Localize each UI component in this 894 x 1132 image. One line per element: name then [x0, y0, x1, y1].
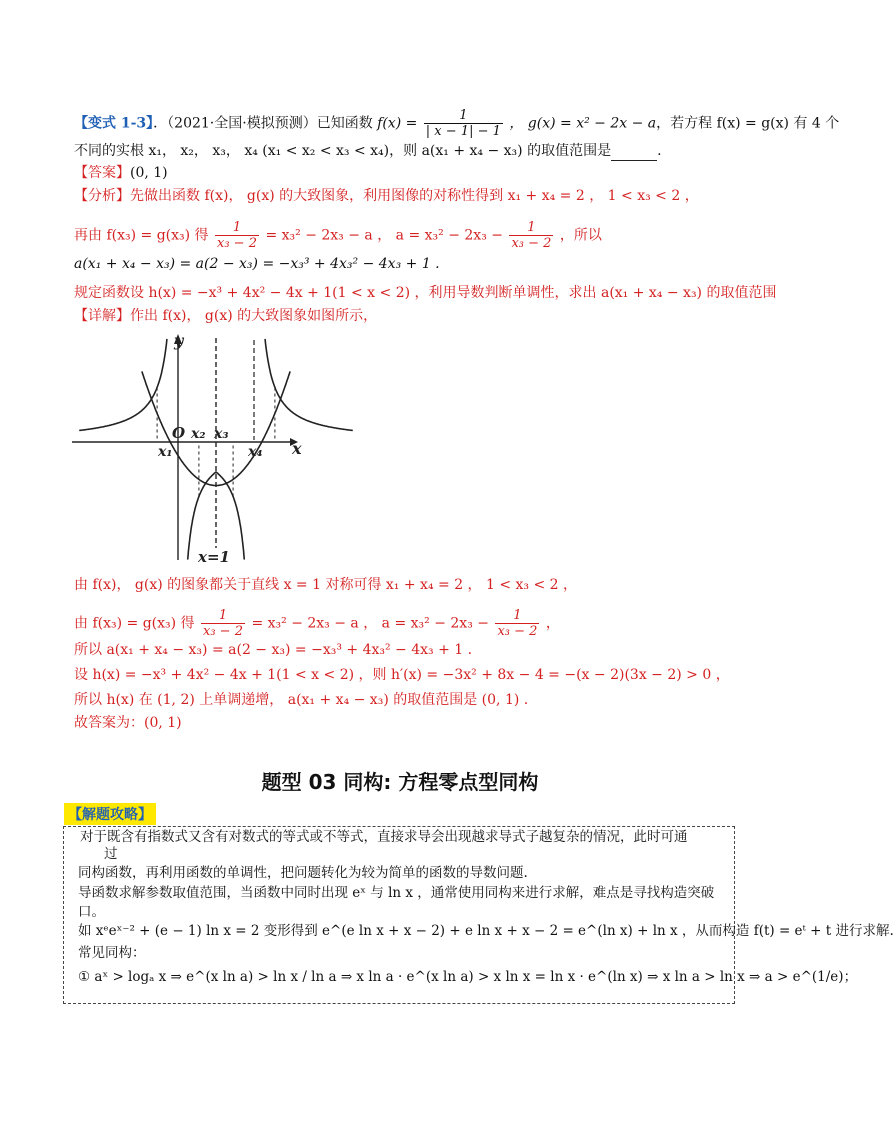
answer-line [74, 163, 168, 183]
detail-step-1 [74, 575, 577, 595]
box-line-2: 同构函数，再利用函数的单调性，把问题转化为较为简单的函数的导数问题. [78, 865, 528, 881]
graph-label-origin: O [172, 424, 186, 442]
g-definition: ， g(x) = x² − 2x − a [509, 115, 657, 132]
analysis-line-4 [74, 283, 776, 303]
detail-step-2c: ， [545, 615, 560, 632]
detail-step-4 [74, 665, 730, 685]
section-title: 题型 03 同构: 方程零点型同构 [261, 770, 539, 794]
f-definition: f(x) = [377, 115, 418, 132]
analysis-line-3 [74, 254, 440, 274]
graph-label-x4: x₄ [248, 444, 263, 460]
problem-line-2 [74, 141, 662, 161]
analysis-line-1 [74, 186, 699, 206]
detail-step-2 [74, 608, 560, 639]
f-fraction-num: 1 [424, 108, 503, 124]
analysis-text-1: 先做出函数 f(x)， g(x) 的大致图象，利用图像的对称性得到 x₁ + x₄ = 2 ， 1 < x₃ < 2 ， [130, 188, 699, 204]
box-line-1b: 过 [104, 846, 118, 862]
problem-roots-text: 不同的实根 x₁， x₂， x₃， x₄ (x₁ < x₂ < x₃ < x₄)，则 a(x₁ + x₄ − x₃) 的取值范围是 [74, 143, 612, 159]
analysis-text-4: 规定函数设 h(x) = −x³ + 4x² − 4x + 1(1 < x < 2) ，利用导数判断单调性，求出 a(x₁ + x₄ − x₃) 的取值范围 [74, 285, 777, 301]
detail-step-1-text: 由 f(x)， g(x) 的图象都关于直线 x = 1 对称可得 x₁ + x₄ = 2 ， 1 < x₃ < 2 ， [74, 577, 578, 593]
f-branch-right [265, 339, 353, 431]
graph-label-axis: x=1 [198, 548, 230, 566]
analysis-frac2-num: 1 [509, 220, 553, 236]
box-line-5: 如 xᵉeˣ⁻² + (e − 1) ln x = 2 变形得到 e^(e ln x + x − 2) + e ln x + x − 2 = e^(ln x) + ln x ，从而构造 f(t) = eᵗ + t 进行求解. [78, 923, 894, 939]
f-fraction [424, 108, 503, 139]
detail-frac2-den: x₃ − 2 [497, 624, 538, 639]
analysis-label: 【分析】 [74, 188, 130, 204]
detail-step-3-text: 所以 a(x₁ + x₄ − x₃) = a(2 − x₃) = −x₃³ + 4x₃² − 4x₃ + 1 . [74, 642, 473, 658]
answer-blank [611, 146, 657, 161]
problem-condition: ，若方程 f(x) = g(x) 有 4 个 [656, 115, 840, 132]
f-fraction-den: | x − 1| − 1 [425, 124, 501, 139]
detail-fraction-1 [201, 608, 245, 639]
detail-frac1-den: x₃ − 2 [203, 624, 243, 639]
graph-label-x2: x₂ [191, 426, 206, 442]
analysis-frac1-num: 1 [215, 220, 259, 236]
analysis-frac2-den: x₃ − 2 [511, 236, 552, 251]
graph-label-x1: x₁ [158, 444, 173, 460]
detail-label: 【详解】 [74, 308, 130, 324]
answer-value: (0, 1) [130, 165, 168, 181]
detail-step-6-text: 故答案为：(0, 1) [74, 715, 182, 731]
detail-step-3 [74, 640, 472, 660]
problem-source: ．（2021·全国·模拟预测）已知函数 [153, 115, 373, 132]
strategy-tag: 【解题攻略】 [64, 803, 156, 825]
detail-text-1: 作出 f(x)， g(x) 的大致图象如图所示， [130, 308, 378, 324]
detail-frac1-num: 1 [201, 608, 245, 624]
detail-step-5 [74, 690, 528, 710]
function-graph [70, 330, 310, 570]
analysis-fraction-1 [215, 220, 259, 251]
graph-label-y: y [174, 331, 184, 350]
detail-fraction-2 [495, 608, 539, 639]
problem-end: . [657, 143, 662, 159]
box-line-4: 口。 [78, 904, 105, 920]
analysis-text-2a: 再由 f(x₃) = g(x₃) 得 [74, 227, 209, 244]
detail-step-2b: = x₃² − 2x₃ − a ， a = x₃² − 2x₃ − [251, 615, 489, 632]
analysis-fraction-2 [509, 220, 553, 251]
answer-label: 【答案】 [74, 165, 130, 181]
graph-label-x3: x₃ [214, 426, 229, 442]
f-branch-left [79, 339, 167, 431]
box-line-6: 常见同构： [78, 945, 146, 961]
detail-step-2a: 由 f(x₃) = g(x₃) 得 [74, 615, 195, 632]
graph-label-x: x [292, 439, 302, 458]
detail-step-4-text: 设 h(x) = −x³ + 4x² − 4x + 1(1 < x < 2) ，则 h′(x) = −3x² + 8x − 4 = −(x − 2)(3x − 2) > 0 ， [74, 667, 730, 683]
box-line-3: 导函数求解参数取值范围，当函数中同时出现 eˣ 与 ln x ，通常使用同构来进行求解，难点是寻找构造突破 [78, 885, 715, 901]
analysis-line-2 [74, 220, 602, 251]
detail-step-6 [74, 713, 182, 733]
box-line-1: 对于既含有指数式又含有对数式的等式或不等式，直接求导会出现越求导式子越复杂的情况，此时可通 [80, 829, 688, 845]
analysis-text-3: a(x₁ + x₄ − x₃) = a(2 − x₃) = −x₃³ + 4x₃² − 4x₃ + 1 . [74, 256, 440, 272]
box-line-7: ① aˣ > logₐ x ⇒ e^(x ln a) > ln x / ln a ⇒ x ln a · e^(x ln a) > x ln x = ln x · e^(ln x) ⇒ x ln a > ln x ⇒ a > e^(1/e)； [78, 969, 858, 985]
detail-step-5-text: 所以 h(x) 在 (1, 2) 上单调递增， a(x₁ + x₄ − x₃) 的取值范围是 (0, 1) . [74, 692, 529, 708]
analysis-text-2b: = x₃² − 2x₃ − a ， a = x₃² − 2x₃ − [265, 227, 503, 244]
detail-frac2-num: 1 [495, 608, 539, 624]
analysis-text-2c: ，所以 [559, 227, 602, 244]
problem-label: 【变式 1-3】 [74, 115, 154, 132]
analysis-frac1-den: x₃ − 2 [217, 236, 257, 251]
problem-line-1 [74, 108, 839, 139]
detail-line-1 [74, 306, 377, 326]
